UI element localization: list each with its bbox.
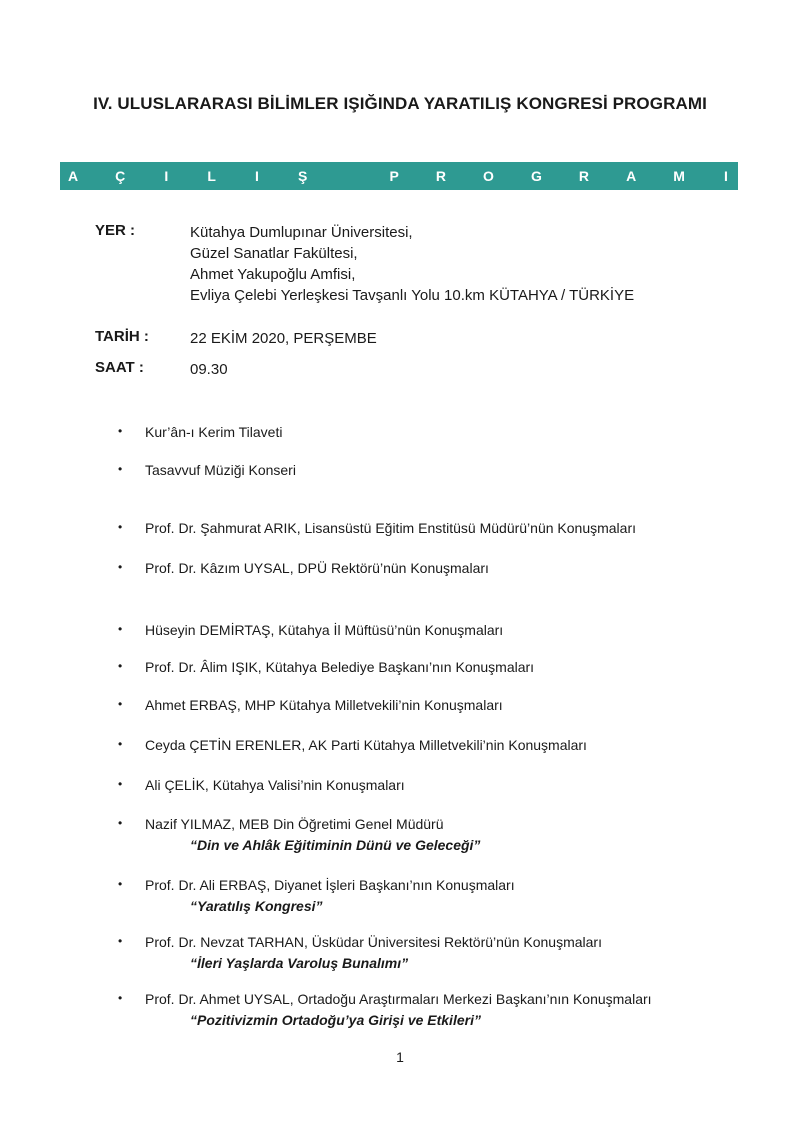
program-item-text: Prof. Dr. Şahmurat ARIK, Lisansüstü Eğitim Enstitüsü Müdürü’nün Konuşmaları <box>145 520 637 536</box>
banner-letter: I <box>164 168 169 184</box>
program-item-text: Tasavvuf Müziği Konseri <box>145 462 296 478</box>
location-label: YER : <box>95 222 136 239</box>
program-item-text: Prof. Dr. Âlim IŞIK, Kütahya Belediye Başkanı’nın Konuşmaları <box>145 659 535 675</box>
program-item-text: Ahmet ERBAŞ, MHP Kütahya Milletvekili’nin Konuşmaları <box>145 697 503 713</box>
date-value: 22 EKİM 2020, PERŞEMBE <box>190 330 377 347</box>
banner-letter: A <box>68 168 79 184</box>
program-item-text: Prof. Dr. Kâzım UYSAL, DPÜ Rektörü’nün Konuşmaları <box>145 560 489 576</box>
banner-letter: G <box>530 168 542 184</box>
location-line: Evliya Çelebi Yerleşkesi Tavşanlı Yolu 10.km KÜTAHYA / TÜRKİYE <box>190 287 635 304</box>
banner-letter: R <box>578 168 590 184</box>
banner-letter: L <box>207 168 216 184</box>
banner-letter: P <box>389 168 399 184</box>
bullet-icon: • <box>118 622 123 636</box>
bullet-icon: • <box>118 991 123 1005</box>
location-value <box>190 222 634 306</box>
opening-program-banner <box>60 162 738 190</box>
program-item-text: Prof. Dr. Ahmet UYSAL, Ortadoğu Araştırmaları Merkezi Başkanı’nın Konuşmaları <box>145 991 652 1007</box>
talk-title: “Din ve Ahlâk Eğitiminin Dünü ve Geleceği” <box>190 837 481 853</box>
banner-letter: I <box>724 168 728 184</box>
time-label: SAAT : <box>95 359 144 376</box>
program-item-text: Ceyda ÇETİN ERENLER, AK Parti Kütahya Milletvekili’nin Konuşmaları <box>145 737 587 753</box>
banner-letter: R <box>435 168 446 184</box>
banner-letter: M <box>673 168 685 184</box>
bullet-icon: • <box>118 877 123 891</box>
document-title: IV. ULUSLARARASI BİLİMLER IŞIĞINDA YARATILIŞ KONGRESİ PROGRAMI <box>93 94 707 113</box>
banner-letter: Ş <box>298 168 308 184</box>
banner-letter: Ç <box>115 168 126 184</box>
bullet-icon: • <box>118 560 123 574</box>
bullet-icon: • <box>118 520 123 534</box>
program-item-text: Kur’ân-ı Kerim Tilaveti <box>145 424 283 440</box>
date-label: TARİH : <box>95 328 149 345</box>
location-line: Güzel Sanatlar Fakültesi, <box>190 245 358 262</box>
program-item-text: Ali ÇELİK, Kütahya Valisi’nin Konuşmaları <box>145 777 405 793</box>
bullet-icon: • <box>118 697 123 711</box>
page-number: 1 <box>396 1049 404 1065</box>
location-line: Kütahya Dumlupınar Üniversitesi, <box>190 224 413 241</box>
bullet-icon: • <box>118 659 123 673</box>
banner-letter: I <box>255 168 259 184</box>
program-item-text: Prof. Dr. Ali ERBAŞ, Diyanet İşleri Başkanı’nın Konuşmaları <box>145 877 515 893</box>
talk-title: “Yaratılış Kongresi” <box>190 898 323 914</box>
talk-title: “Pozitivizmin Ortadoğu’ya Girişi ve Etkileri” <box>190 1012 481 1028</box>
talk-title: “İleri Yaşlarda Varoluş Bunalımı” <box>190 955 409 971</box>
program-item-text: Nazif YILMAZ, MEB Din Öğretimi Genel Müdürü <box>145 816 444 832</box>
program-item-text: Hüseyin DEMİRTAŞ, Kütahya İl Müftüsü’nün Konuşmaları <box>145 622 504 638</box>
banner-letter: O <box>483 168 494 184</box>
bullet-icon: • <box>118 777 123 791</box>
time-value: 09.30 <box>190 361 228 378</box>
program-item-text: Prof. Dr. Nevzat TARHAN, Üsküdar Üniversitesi Rektörü’nün Konuşmaları <box>145 934 602 950</box>
bullet-icon: • <box>118 424 123 438</box>
bullet-icon: • <box>118 737 123 751</box>
bullet-icon: • <box>118 934 123 948</box>
bullet-icon: • <box>118 462 123 476</box>
location-line: Ahmet Yakupoğlu Amfisi, <box>190 266 356 283</box>
banner-letter: A <box>626 168 637 184</box>
bullet-icon: • <box>118 816 123 830</box>
